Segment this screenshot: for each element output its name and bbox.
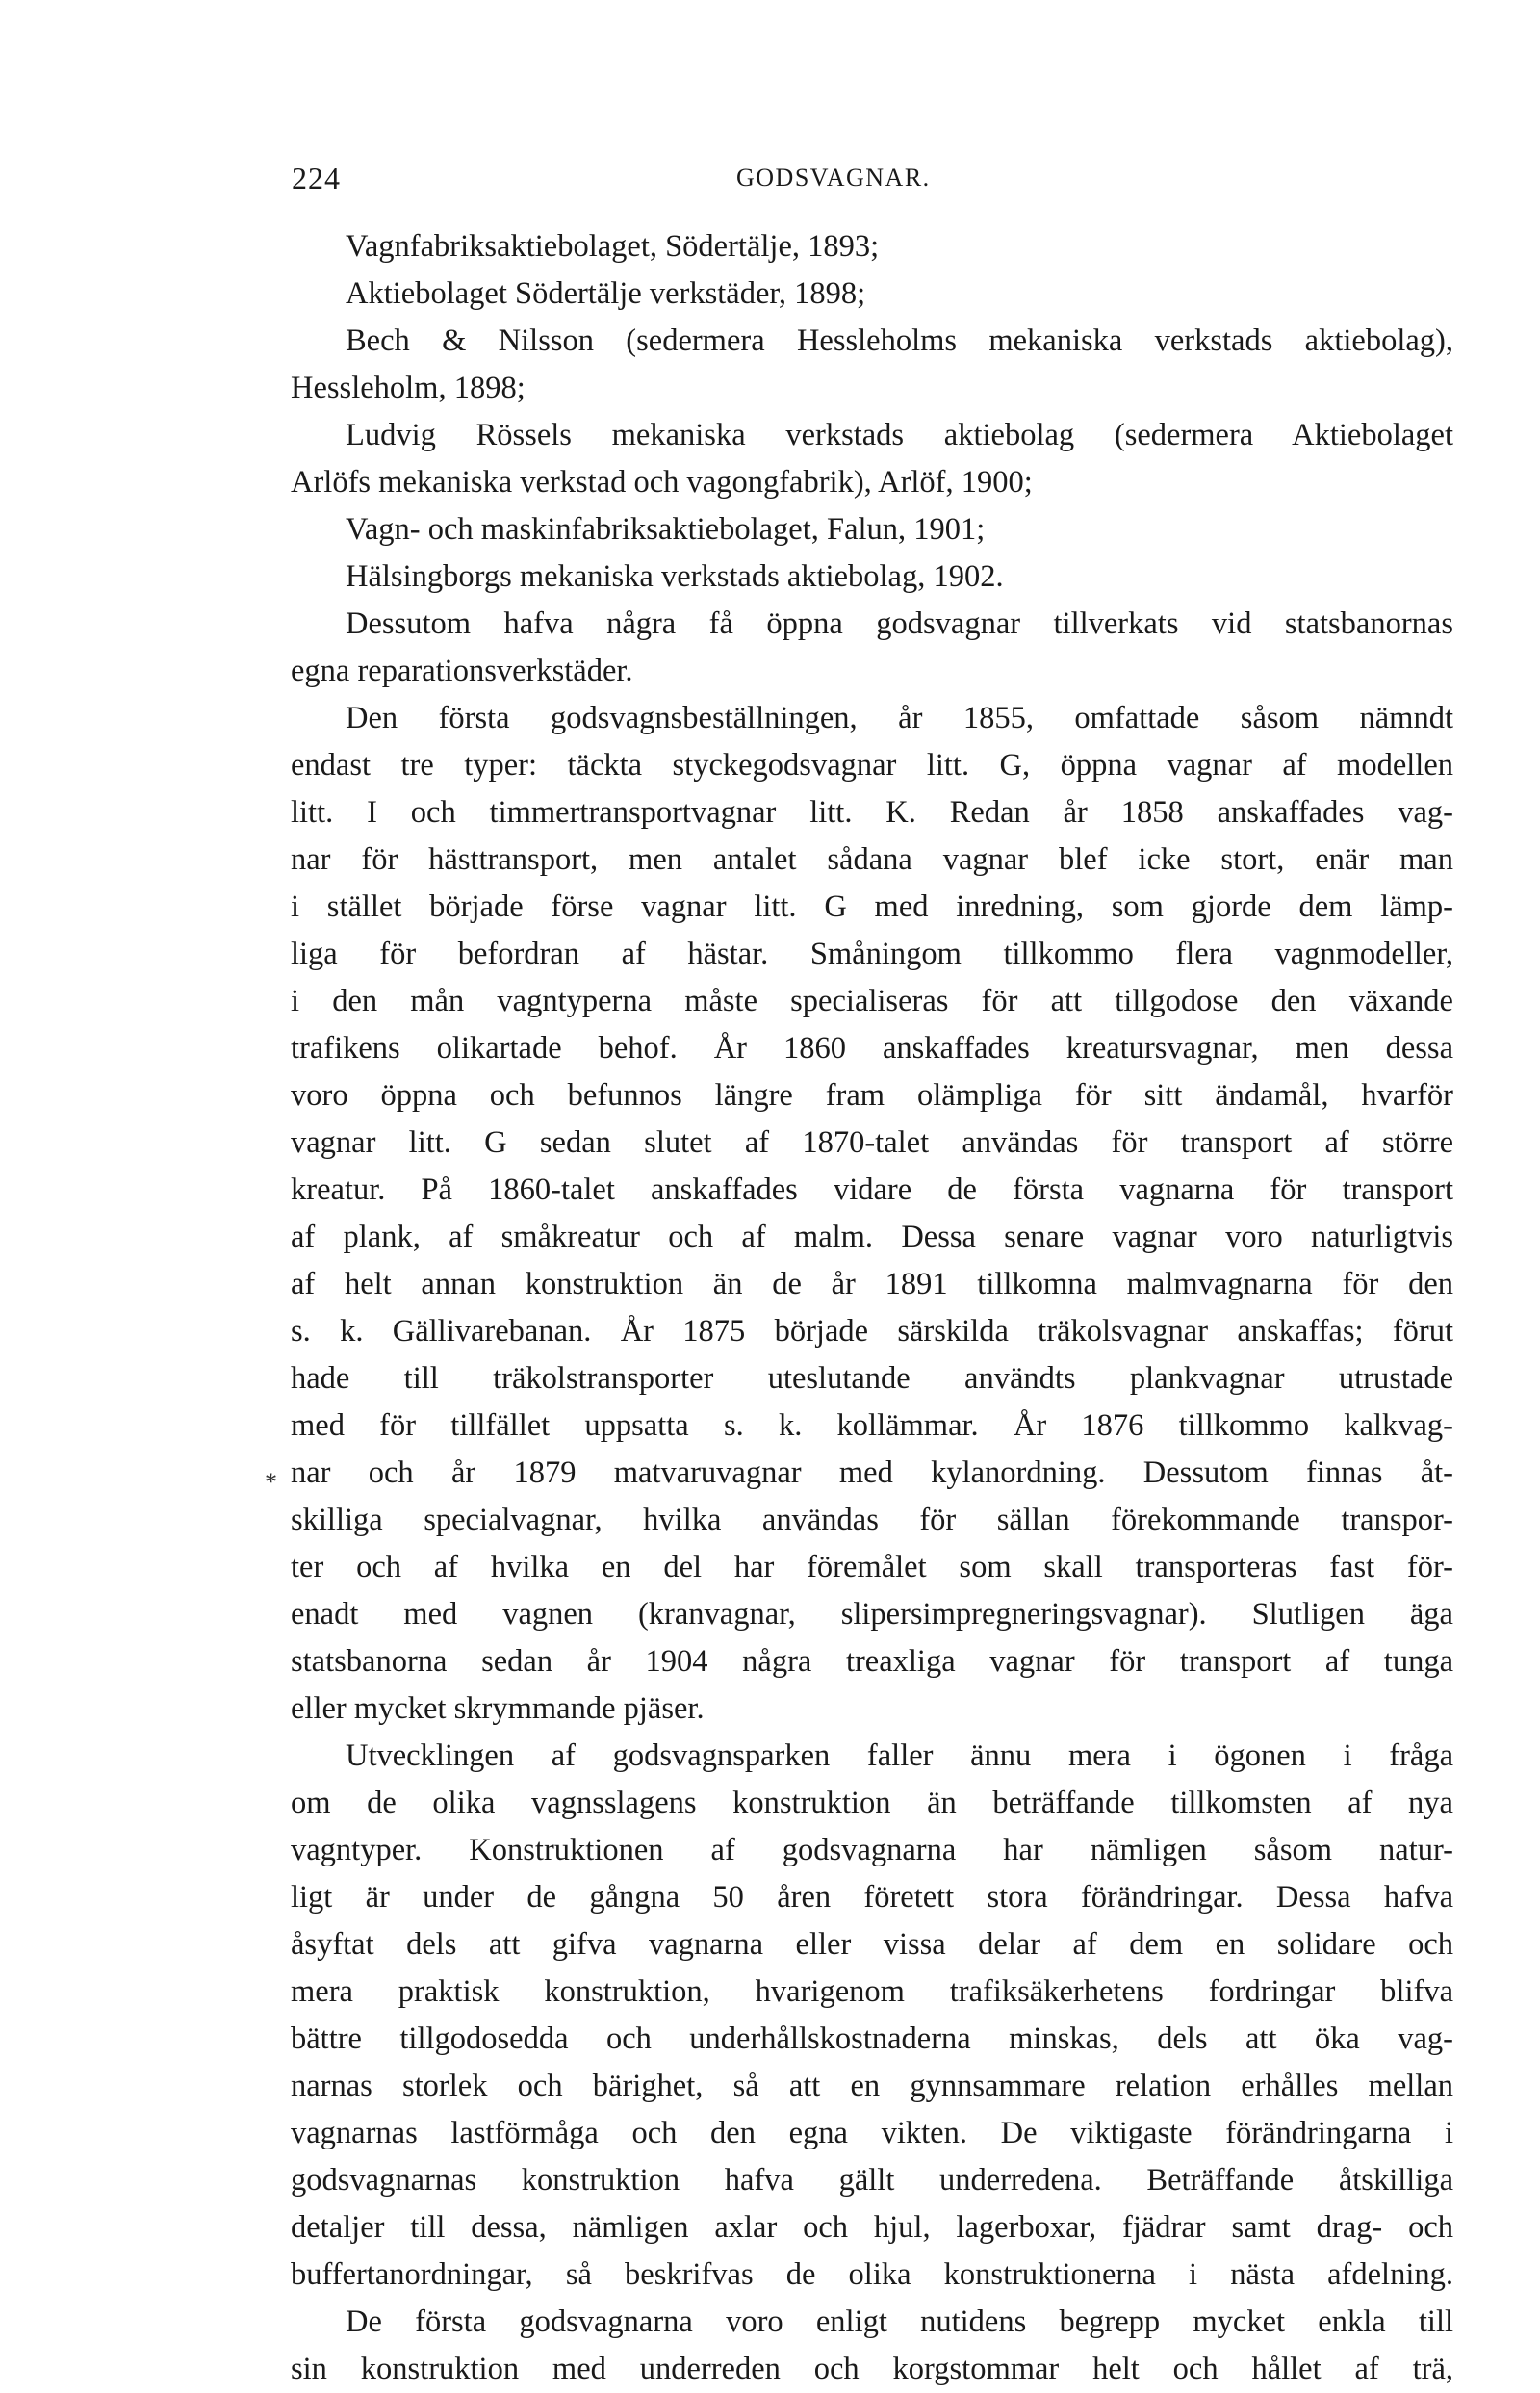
text-line: godsvagnarnas konstruktion hafva gällt underredena. Beträffande åtskilliga bbox=[291, 2163, 1453, 2198]
running-title: GODSVAGNAR. bbox=[736, 164, 931, 192]
text-line: Aktiebolaget Södertälje verkstäder, 1898; bbox=[346, 276, 866, 311]
text-line: af helt annan konstruktion än de år 1891 tillkomna malmvagnarna för den bbox=[291, 1267, 1453, 1301]
text-line: hade till träkolstransporter uteslutande användts plankvagnar utrustade bbox=[291, 1361, 1453, 1396]
text-line: af plank, af småkreatur och af malm. Dessa senare vagnar voro naturligtvis bbox=[291, 1220, 1453, 1254]
text-line: Hessleholm, 1898; bbox=[291, 371, 526, 405]
text-line: vagntyper. Konstruktionen af godsvagnarna har nämligen såsom natur- bbox=[291, 1833, 1453, 1867]
text-line: egna reparationsverkstäder. bbox=[291, 654, 633, 688]
text-line: eller mycket skrymmande pjäser. bbox=[291, 1691, 705, 1726]
text-line: Den första godsvagnsbeställningen, år 1855, omfattade såsom nämndt bbox=[346, 701, 1453, 735]
text-line: Dessutom hafva några få öppna godsvagnar tillverkats vid statsbanornas bbox=[346, 606, 1453, 641]
text-line: skilliga specialvagnar, hvilka användas för sällan förekommande transpor- bbox=[291, 1503, 1453, 1537]
text-line: Bech & Nilsson (sedermera Hessleholms mekaniska verkstads aktiebolag), bbox=[346, 323, 1453, 358]
text-line: med för tillfället uppsatta s. k. kollämmar. År 1876 tillkommo kalkvag- bbox=[291, 1408, 1453, 1443]
text-line: Arlöfs mekaniska verkstad och vagongfabrik), Arlöf, 1900; bbox=[291, 465, 1033, 500]
text-line: buffertanordningar, så beskrifvas de olika konstruktionerna i nästa afdelning. bbox=[291, 2257, 1453, 2292]
text-line: s. k. Gällivarebanan. År 1875 började särskilda träkolsvagnar anskaffas; förut bbox=[291, 1314, 1453, 1349]
text-line: åsyftat dels att gifva vagnarna eller vissa delar af dem en solidare och bbox=[291, 1927, 1453, 1962]
text-line: Vagn- och maskinfabriksaktiebolaget, Falun, 1901; bbox=[346, 512, 986, 547]
text-line: Vagnfabriksaktiebolaget, Södertälje, 1893; bbox=[346, 229, 880, 264]
text-line: sin konstruktion med underreden och korgstommar helt och hållet af trä, bbox=[291, 2352, 1453, 2386]
text-line: litt. I och timmertransportvagnar litt. K. Redan år 1858 anskaffades vag- bbox=[291, 795, 1453, 830]
text-line: vagnarnas lastförmåga och den egna vikten. De viktigaste förändringarna i bbox=[291, 2116, 1453, 2150]
text-line: Utvecklingen af godsvagnsparken faller ännu mera i ögonen i fråga bbox=[346, 1738, 1453, 1773]
text-line: detaljer till dessa, nämligen axlar och hjul, lagerboxar, fjädrar samt drag- och bbox=[291, 2210, 1453, 2245]
text-line: liga för befordran af hästar. Småningom tillkommo flera vagnmodeller, bbox=[291, 937, 1453, 971]
text-line: Hälsingborgs mekaniska verkstads aktiebolag, 1902. bbox=[346, 559, 1004, 594]
text-line: endast tre typer: täckta styckegodsvagnar litt. G, öppna vagnar af modellen bbox=[291, 748, 1453, 783]
body-text bbox=[291, 223, 1453, 2393]
page-number: 224 bbox=[292, 161, 341, 195]
text-line: om de olika vagnsslagens konstruktion än beträffande tillkomsten af nya bbox=[291, 1786, 1453, 1820]
text-line: enadt med vagnen (kranvagnar, slipersimpregneringsvagnar). Slutligen äga bbox=[291, 1597, 1453, 1632]
text-line: mera praktisk konstruktion, hvarigenom trafiksäkerhetens fordringar blifva bbox=[291, 1974, 1453, 2009]
text-line: De första godsvagnarna voro enligt nutidens begrepp mycket enkla till bbox=[346, 2304, 1453, 2339]
text-line: Ludvig Rössels mekaniska verkstads aktiebolag (sedermera Aktiebolaget bbox=[346, 418, 1453, 452]
text-line: statsbanorna sedan år 1904 några treaxliga vagnar för transport af tunga bbox=[291, 1644, 1453, 1679]
text-line: voro öppna och befunnos längre fram olämpliga för sitt ändamål, hvarför bbox=[291, 1078, 1453, 1113]
text-line: ter och af hvilka en del har föremålet som skall transporteras fast för- bbox=[291, 1550, 1453, 1584]
text-line: ligt är under de gångna 50 åren företett stora förändringar. Dessa hafva bbox=[291, 1880, 1453, 1915]
text-line: kreatur. På 1860-talet anskaffades vidare de första vagnarna för transport bbox=[291, 1172, 1453, 1207]
text-line: nar och år 1879 matvaruvagnar med kylanordning. Dessutom finnas åt- bbox=[291, 1455, 1453, 1490]
text-line: i stället började förse vagnar litt. G med inredning, som gjorde dem lämp- bbox=[291, 889, 1453, 924]
margin-mark: * bbox=[265, 1468, 277, 1496]
text-line: narnas storlek och bärighet, så att en gynnsammare relation erhålles mellan bbox=[291, 2069, 1453, 2103]
text-line: vagnar litt. G sedan slutet af 1870-talet användas för transport af större bbox=[291, 1125, 1453, 1160]
text-line: i den mån vagntyperna måste specialiseras för att tillgodose den växande bbox=[291, 984, 1453, 1018]
text-line: bättre tillgodosedda och underhållskostnaderna minskas, dels att öka vag- bbox=[291, 2021, 1453, 2056]
text-line: nar för hästtransport, men antalet sådana vagnar blef icke stort, enär man bbox=[291, 842, 1453, 877]
text-line: trafikens olikartade behof. År 1860 anskaffades kreatursvagnar, men dessa bbox=[291, 1031, 1453, 1066]
